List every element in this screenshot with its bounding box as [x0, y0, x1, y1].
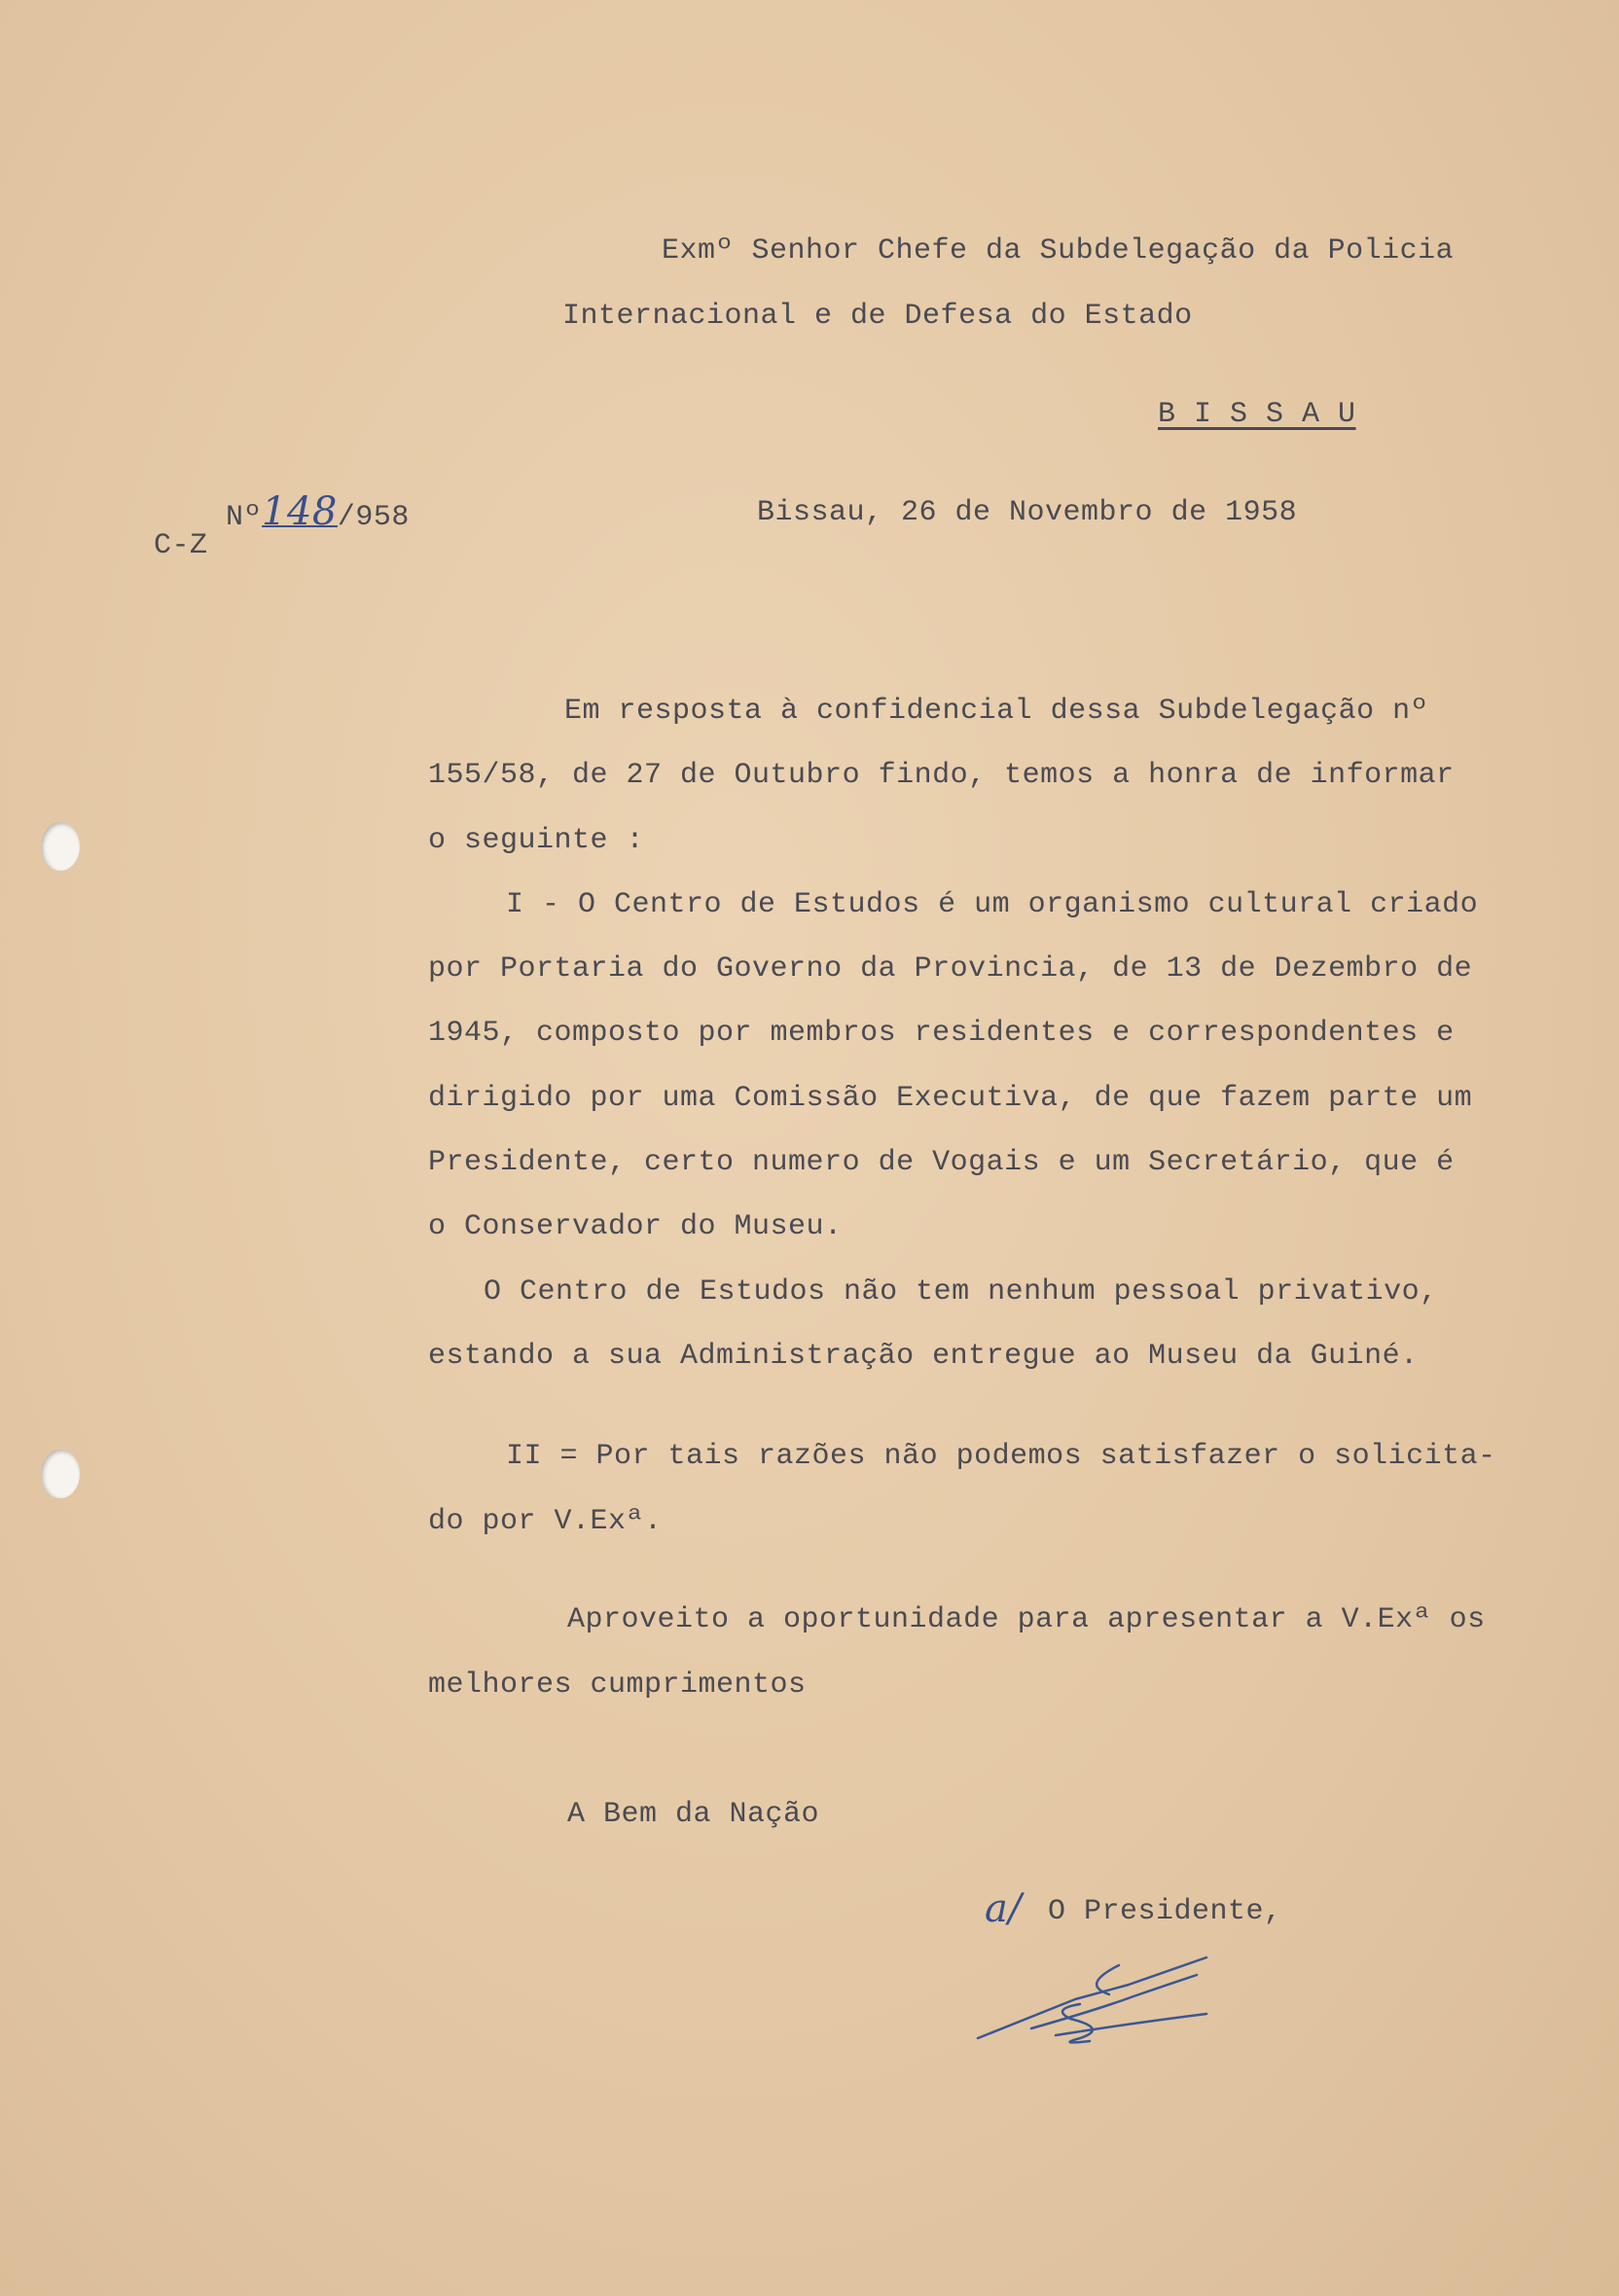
point1-line-3: 1945, composto por membros residentes e correspondentes e: [428, 1017, 1455, 1050]
signature-initial-mark: a/: [985, 1886, 1023, 1931]
point1-line-2: por Portaria do Governo da Provincia, de 13 de Dezembro de: [428, 952, 1473, 986]
reference-suffix: /958: [337, 501, 410, 534]
reference-handwritten-number: 148: [262, 489, 338, 534]
point2-line-1: II = Por tais razões não podemos satisfazer o solicita-: [506, 1440, 1496, 1473]
closing-line-1: Aproveito a oportunidade para apresentar a V.Exª os: [567, 1603, 1486, 1636]
point1b-line-2: estando a sua Administração entregue ao Museu da Guiné.: [428, 1340, 1419, 1373]
point1b-line-1: O Centro de Estudos não tem nenhum pessoal privativo,: [484, 1275, 1438, 1309]
addressee-city: B I S S A U: [1158, 398, 1356, 431]
addressee-line-1: Exmº Senhor Chefe da Subdelegação da Policia: [662, 234, 1455, 268]
intro-line-1: Em resposta à confidencial dessa Subdelegação nº: [564, 695, 1429, 728]
signatory-title: O Presidente,: [1048, 1895, 1282, 1928]
date-line: Bissau, 26 de Novembro de 1958: [757, 496, 1298, 529]
signature-scrawl: [963, 1946, 1236, 2053]
reference-prefix: Nº: [226, 501, 263, 534]
point1-line-1: I - O Centro de Estudos é um organismo cultural criado: [506, 888, 1479, 921]
intro-line-2: 155/58, de 27 de Outubro findo, temos a honra de informar: [428, 759, 1455, 792]
punch-hole: [41, 1450, 80, 1498]
addressee-line-2: Internacional e de Defesa do Estado: [562, 300, 1193, 333]
point2-line-2: do por V.Exª.: [428, 1505, 663, 1538]
point1-line-5: Presidente, certo numero de Vogais e um Secretário, que é: [428, 1146, 1455, 1179]
point1-line-6: o Conservador do Museu.: [428, 1210, 843, 1243]
intro-line-3: o seguinte :: [428, 824, 645, 857]
salutation: A Bem da Nação: [567, 1798, 820, 1831]
closing-line-2: melhores cumprimentos: [428, 1668, 807, 1702]
point1-line-4: dirigido por uma Comissão Executiva, de que fazem parte um: [428, 1082, 1473, 1115]
reference-code: C-Z: [154, 529, 208, 562]
punch-hole: [41, 822, 80, 871]
